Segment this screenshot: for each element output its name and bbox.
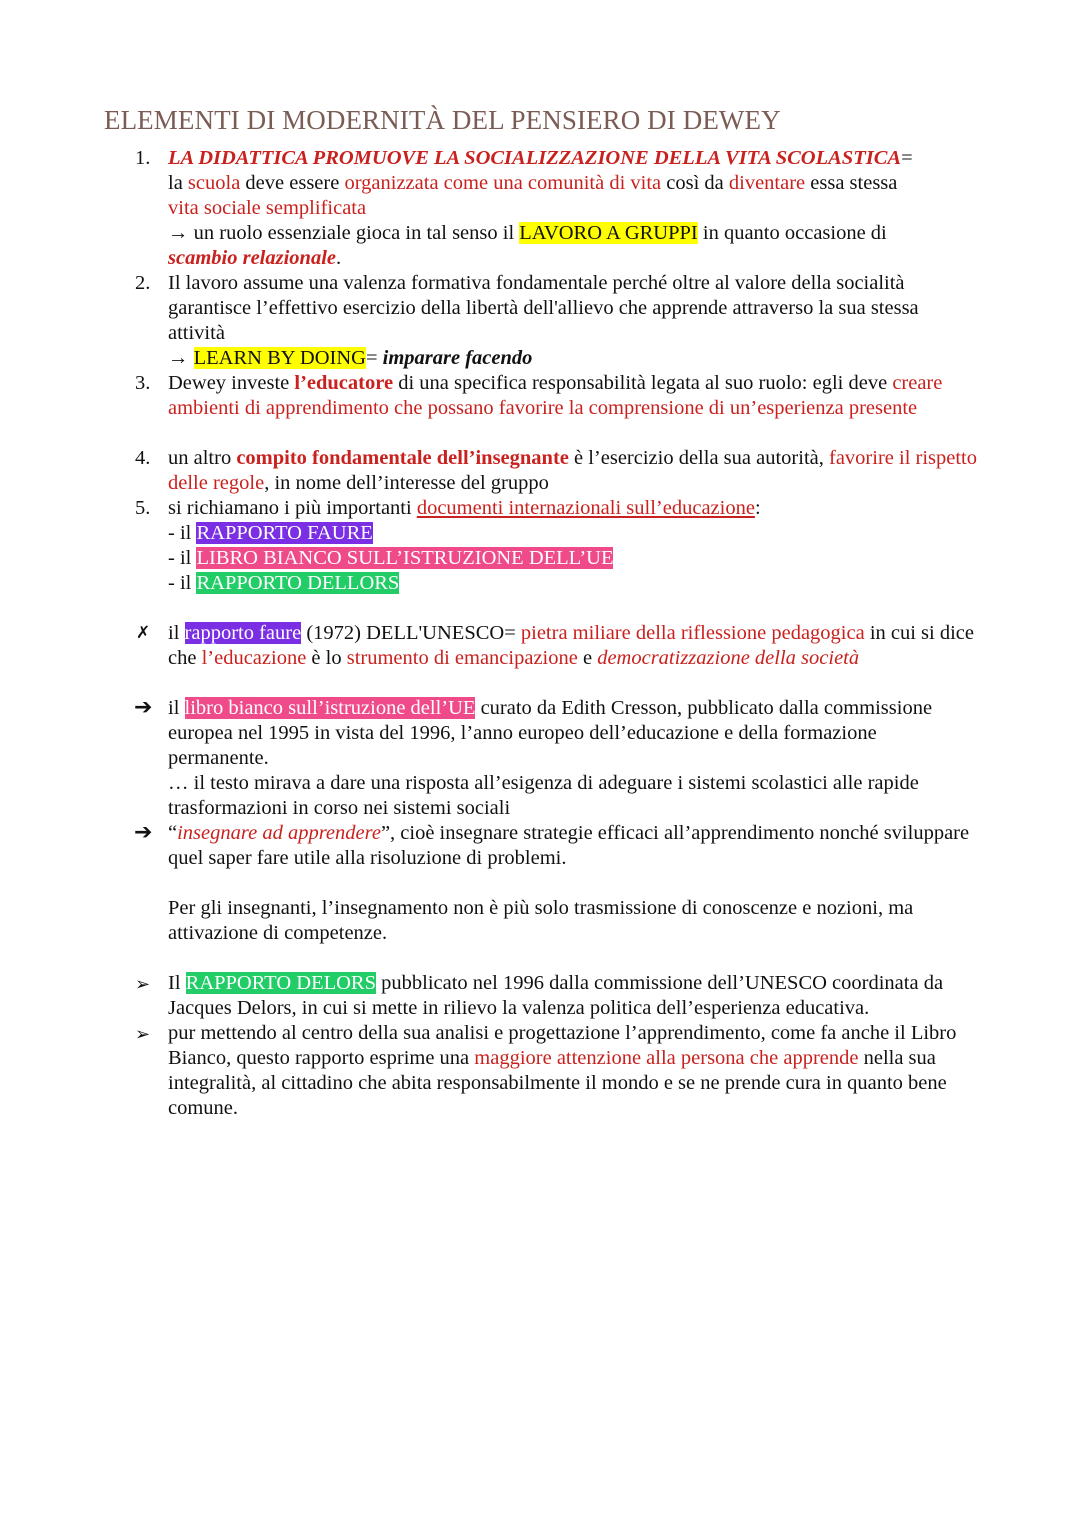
red-text: organizzata come una comunità di vita — [344, 172, 662, 194]
text-span: deve essere — [240, 172, 345, 194]
list-item-5 — [135, 496, 980, 596]
text-span: in quanto occasione di — [697, 222, 887, 244]
item-number: 4. — [135, 447, 151, 469]
dash-prefix: - il — [168, 572, 197, 594]
text-span: : — [754, 497, 761, 519]
red-text: maggiore attenzione alla persona che apprende — [474, 1047, 859, 1069]
arrowhead-bullet-icon: ➢ — [135, 1024, 151, 1045]
text-span: si richiamano i più importanti — [168, 497, 417, 519]
red-italic-text: democratizzazione della società — [597, 647, 860, 669]
bold-red-text: l’educatore — [294, 372, 394, 394]
cross-mark-icon: ✗ — [136, 623, 151, 643]
text-span: così da — [661, 172, 729, 194]
equals-sign: = — [901, 147, 913, 169]
page-title: ELEMENTI DI MODERNITÀ DEL PENSIERO DI DEWEY — [104, 105, 781, 135]
text-span: un altro — [168, 447, 237, 469]
red-italic-text: insegnare ad apprendere — [177, 822, 381, 844]
highlight-libro-bianco: LIBRO BIANCO SULL’ISTRUZIONE DELL’UE — [196, 547, 614, 569]
red-text: strumento di emancipazione — [346, 647, 578, 669]
highlight-rapporto-delors: RAPPORTO DELORS — [185, 972, 376, 994]
dash-prefix: - il — [168, 522, 197, 544]
red-text: creare ambienti di apprendimento che possano favorire la comprensione di un’esperienza presente — [168, 372, 943, 419]
text-span: pubblicato nel 1996 dalla commissione dell’UNESCO coordinata da Jacques Delors, in cui si mette in rilievo la valenza politica dell’esperienza educativa. — [168, 972, 944, 1019]
item-number: 2. — [135, 272, 151, 294]
definition-text: imparare facendo — [382, 347, 533, 369]
list-item-3 — [135, 371, 980, 421]
paragraph-text: Per gli insegnanti, l’insegnamento non è più solo trasmissione di conoscenze e nozioni, ma attivazione di competenze. — [168, 897, 914, 944]
red-text: scuola — [187, 172, 241, 194]
text-span: . — [335, 247, 342, 269]
text-span: essa stessa — [805, 172, 898, 194]
highlight-rapporto-faure: RAPPORTO FAURE — [196, 522, 373, 544]
right-arrow-icon: → — [168, 347, 189, 369]
item-number: 1. — [135, 147, 151, 169]
text-span: la — [168, 172, 188, 194]
red-text: vita sociale semplificata — [168, 197, 367, 219]
libro-continuation: … il testo mirava a dare una risposta all’esigenza di adeguare i sistemi scolastici alle rapide trasformazioni in corso nei sistemi sociali — [168, 772, 919, 819]
text-span: , in nome dell’interesse del gruppo — [264, 472, 549, 494]
text-span: il — [168, 697, 185, 719]
list-item-1 — [135, 146, 980, 271]
dash-prefix: - il — [168, 547, 197, 569]
list-item-2 — [135, 271, 980, 371]
text-span: in cui si dice che — [168, 622, 974, 669]
red-text: pietra miliare della riflessione pedagogica — [520, 622, 865, 644]
list-item-4 — [135, 446, 980, 496]
delors-section — [135, 971, 980, 1021]
red-text: scambio relazionale — [168, 247, 336, 269]
item-text: Il lavoro assume una valenza formativa fondamentale perché oltre al valore della socialità garantisce l’effettivo esercizio della libertà dell'allievo che apprende attraverso la sua stessa attività — [168, 272, 919, 344]
right-arrow-icon: → — [168, 222, 189, 244]
text-span: curato da Edith Cresson, pubblicato dalla commissione europea nel 1995 in vista del 1996, l’anno europeo dell’educazione e della formazione permanente. — [168, 697, 933, 769]
highlight-learn-by-doing: LEARN BY DOING — [193, 347, 366, 369]
delors-analysis — [135, 1021, 980, 1121]
highlight-libro-bianco: libro bianco sull’istruzione dell’UE — [184, 697, 476, 719]
text-span: nella sua integralità, al cittadino che abita responsabilmente il mondo e se ne prende cura in quanto bene comune. — [168, 1047, 947, 1119]
item-number: 3. — [135, 372, 151, 394]
text-span: “ — [168, 822, 178, 844]
item-number: 5. — [135, 497, 151, 519]
text-span: di una specifica responsabilità legata al suo ruolo: egli deve — [393, 372, 888, 394]
text-span: un ruolo essenziale gioca in tal senso il — [188, 222, 520, 244]
bold-red-text: compito fondamentale dell’insegnante — [236, 447, 569, 469]
text-span: Il — [168, 972, 186, 994]
arrowhead-bullet-icon: ➢ — [135, 974, 151, 995]
insegnanti-paragraph — [168, 896, 980, 946]
text-span: il — [168, 622, 185, 644]
equals-sign: = — [365, 347, 383, 369]
red-text: favorire il rispetto delle regole — [168, 447, 978, 494]
text-span: Dewey investe — [168, 372, 295, 394]
text-span: (1972) DELL'UNESCO= — [301, 622, 521, 644]
highlight-lavoro-a-gruppi: LAVORO A GRUPPI — [519, 222, 698, 244]
insegnare-section — [134, 820, 980, 871]
libro-bianco-section — [134, 695, 980, 821]
text-span: è l’esercizio della sua autorità, — [568, 447, 829, 469]
red-text: diventare — [728, 172, 806, 194]
underlined-red-text: documenti internazionali sull’educazione — [416, 497, 755, 519]
bold-arrow-icon: ➔ — [134, 820, 153, 845]
text-span: ”, cioè insegnare strategie efficaci all’apprendimento nonché sviluppare quel saper fare utile alla risoluzione di problemi. — [168, 822, 970, 869]
text-span: e — [577, 647, 598, 669]
text-span: pur mettendo al centro della sua analisi e progettazione l’apprendimento, come fa anche il Libro Bianco, questo rapporto esprime una — [168, 1022, 957, 1069]
item-heading: LA DIDATTICA PROMUOVE LA SOCIALIZZAZIONE DELLA VITA SCOLASTICA — [168, 147, 902, 169]
bold-arrow-icon: ➔ — [134, 695, 153, 720]
highlight-rapporto-dellors: RAPPORTO DELLORS — [196, 572, 400, 594]
highlight-rapporto-faure: rapporto faure — [184, 622, 302, 644]
text-span: è lo — [306, 647, 347, 669]
red-text: l’educazione — [201, 647, 307, 669]
faure-section — [136, 621, 980, 671]
